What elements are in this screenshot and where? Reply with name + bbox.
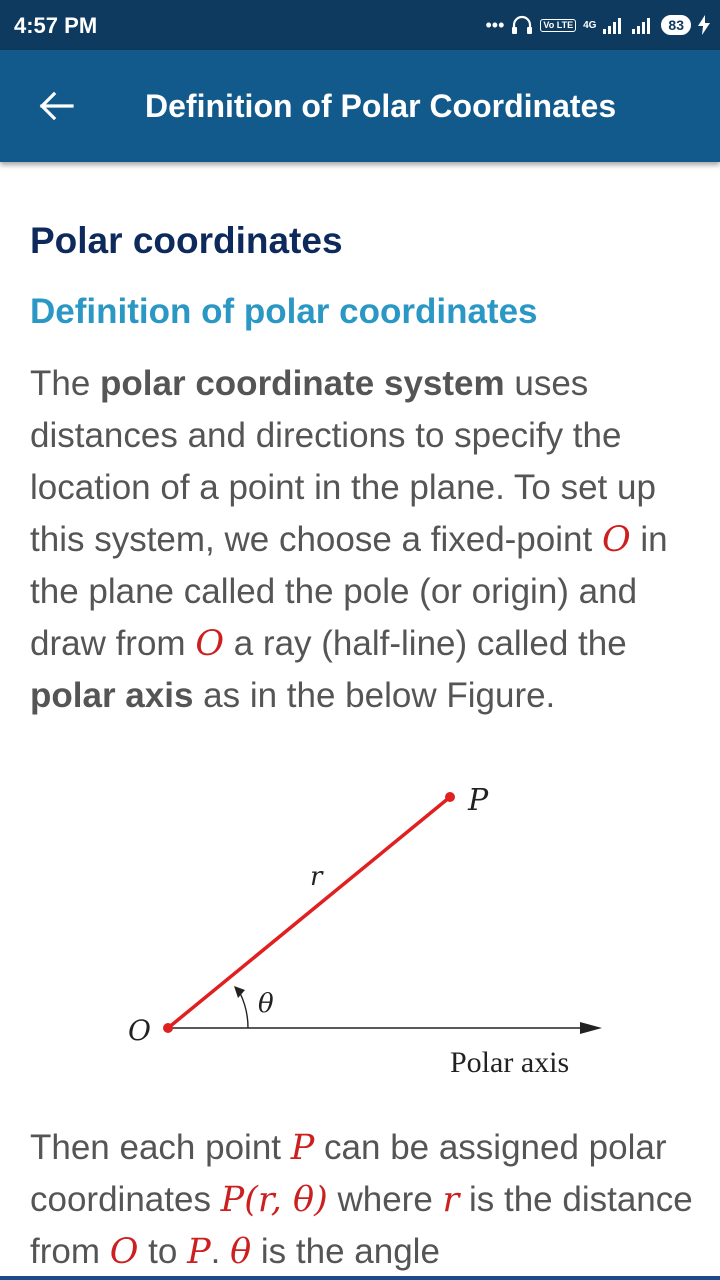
section-subheading: Definition of polar coordinates [30,292,538,331]
para-text: Then each point [30,1128,291,1167]
status-bar [0,0,720,50]
coordinates-paragraph [30,1122,695,1278]
para-bold-term: polar coordinate system [100,364,505,403]
math-var: P [187,1232,211,1272]
para-bold-term: polar axis [30,676,194,715]
more-dots-icon: ••• [485,14,505,35]
polar-axis-arrowhead [580,1022,602,1034]
math-var: P [290,1128,315,1168]
page-title: Definition of Polar Coordinates [145,88,617,124]
pole-point [163,1023,173,1033]
para-text: is the angle [251,1232,440,1271]
section-heading: Polar coordinates [30,220,343,261]
network-type: 4G [583,19,597,31]
label-r: r [310,862,323,892]
math-var: r [442,1180,460,1220]
polar-diagram [100,750,620,1090]
para-text: is the distance from [30,1180,693,1271]
math-var: O [195,624,225,664]
headset-icon [511,15,533,35]
label-polar-axis: Polar axis [450,1046,570,1079]
label-p: P [468,783,489,818]
para-text: in the plane called the pole (or origin) and draw from [30,520,668,663]
para-text: can be assigned polar coordinates [30,1128,667,1219]
point-p [445,792,455,802]
status-icons [486,10,711,40]
charging-icon [698,15,710,35]
back-button[interactable] [30,80,82,132]
polar-axis-figure [100,750,620,1090]
status-time: 4:57 PM [14,13,98,38]
label-theta: θ [258,989,274,1019]
angle-arrowhead [234,986,245,998]
battery-icon: 83 [661,15,691,35]
definition-paragraph [30,358,695,722]
arrow-left-icon [38,91,74,121]
signal-strength-2-icon [632,16,654,34]
math-var: O [109,1232,139,1272]
para-text: The [30,364,101,403]
label-o: O [128,1014,151,1047]
para-text: to [138,1232,188,1271]
para-text: . [210,1232,231,1271]
radius-line [168,797,450,1028]
volte-icon: Vo LTE [540,19,576,32]
math-expr: P(r, θ) [220,1180,328,1220]
signal-strength-icon [603,16,625,34]
para-text: where [327,1180,443,1219]
math-var: O [601,520,631,560]
para-text: a ray (half-line) called the [224,624,627,663]
app-bar [0,50,720,162]
para-text: uses distances and directions to specify the location of a point in the plane. To set up this system, we choose a fixed-point [30,364,656,559]
angle-arc [240,993,248,1028]
math-var: θ [230,1232,252,1272]
bottom-divider [0,1276,720,1280]
para-text: as in the below Figure. [193,676,556,715]
